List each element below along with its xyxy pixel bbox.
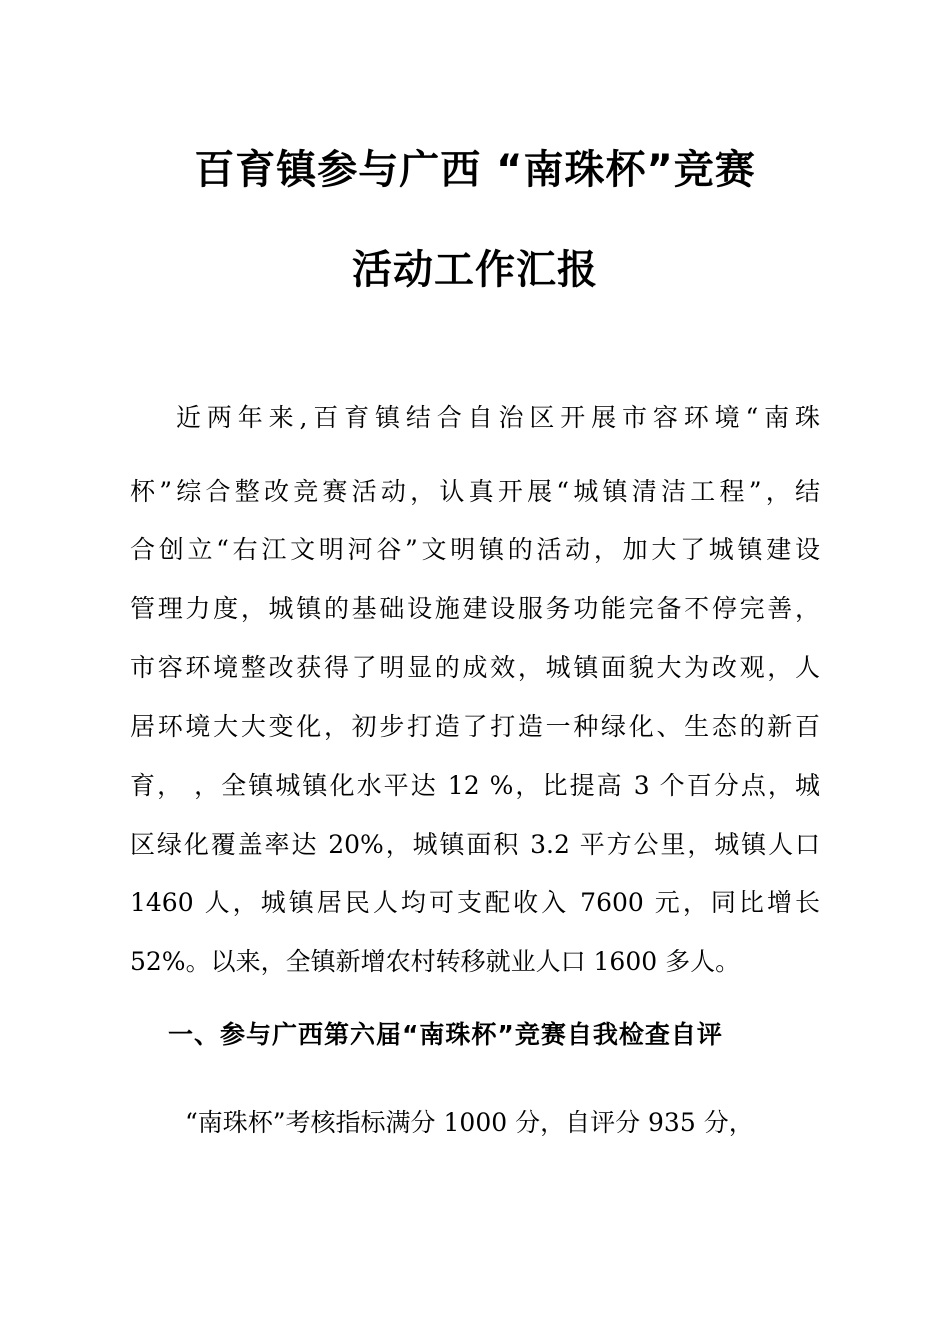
paragraph-line: 近两年来,百育镇结合自治区开展市容环境“南珠	[176, 403, 820, 432]
paragraph-line: 区绿化覆盖率达 20%，城镇面积 3.2 平方公里，城镇人口	[130, 830, 820, 859]
paragraph-line: 52%。以来，全镇新增农村转移就业人口 1600 多人。	[130, 947, 741, 976]
paragraph-line: 市容环境整改获得了明显的成效，城镇面貌大为改观，人	[130, 653, 820, 682]
section-text: “南珠杯”考核指标满分 1000 分，自评分 935 分，	[185, 1108, 754, 1137]
section-heading: 一、参与广西第六届“南珠杯”竞赛自我检查自评	[168, 1020, 723, 1049]
paragraph-line: 1460 人，城镇居民人均可支配收入 7600 元，同比增长	[130, 888, 820, 917]
document-title-line2: 活动工作汇报	[352, 247, 598, 293]
document-title-line1: 百育镇参与广西 “南珠杯”竞赛	[194, 147, 756, 193]
paragraph-line: 合创立“右江文明河谷”文明镇的活动，加大了城镇建设	[130, 535, 820, 564]
paragraph-line: 管理力度，城镇的基础设施建设服务功能完备不停完善，	[130, 594, 820, 623]
paragraph-line: 杯”综合整改竞赛活动，认真开展“城镇清洁工程”，结	[130, 477, 820, 506]
paragraph-line: 育， ，全镇城镇化水平达 12 %，比提高 3 个百分点，城	[130, 771, 820, 800]
paragraph-line: 居环境大大变化，初步打造了打造一种绿化、生态的新百	[130, 712, 820, 741]
